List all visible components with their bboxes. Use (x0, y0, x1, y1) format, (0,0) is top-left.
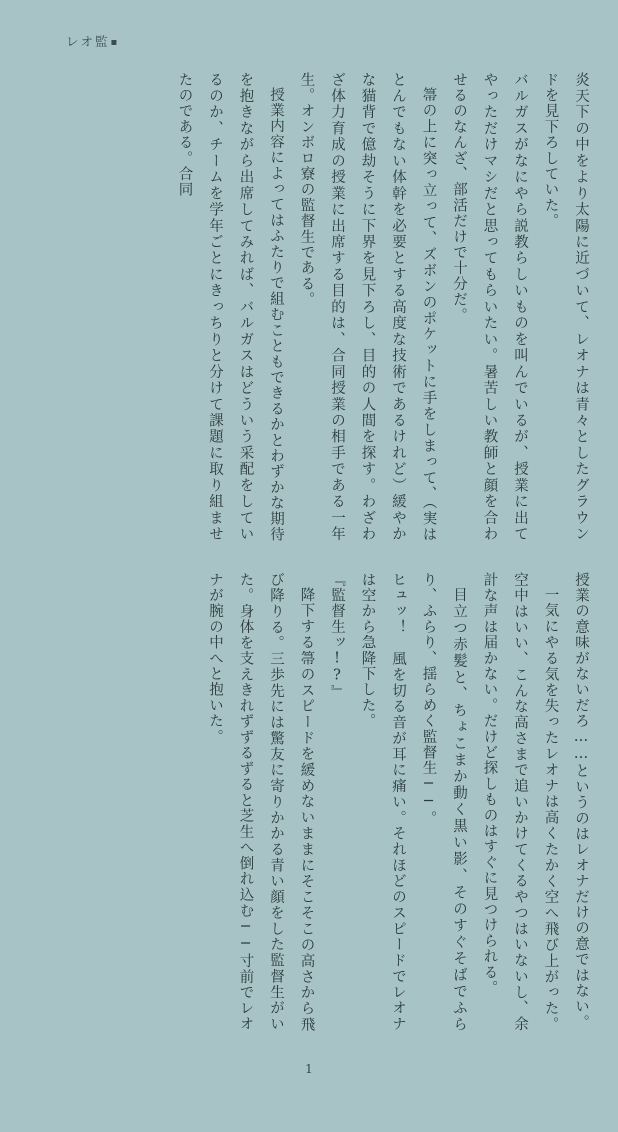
paragraph: 目立つ赤髪と、ちょこまか動く黒い影、そのすぐそばでふらり、ふらり、揺らめく監督生──。 (420, 572, 467, 1032)
paragraph: 箒の上に突っ立って、ズボンのポケットに手をしまって、（実はとんでもない体幹を必要とする高度な技術であるけれど）緩やかな猫背で億劫そうに下界を見下ろし、目的の人間を探す。わざわざ体力育成の授業に出席する目的は、合同授業の相手である一年生。オンボロ寮の監督生である。 (298, 72, 437, 542)
page-header (0, 32, 618, 56)
paragraph: 降下する箒のスピードを緩めないままにそこそこの高さから飛び降りる。三歩先には驚友に寄りかかる青い顔をした監督生がいた。身体を支えきれずずるずると芝生へ倒れ込む──寸前でレオナが腕の中へと抱いた。 (207, 572, 315, 1032)
page-header-label: レオ監 (66, 34, 110, 49)
bullet-mark-icon: ▪ (110, 37, 120, 48)
paragraph: 授業の意味がないだろ……というのはレオナだけの意ではない。 (573, 572, 589, 1031)
paragraph: 炎天下の中をより太陽に近づいて、レオナは青々としたグラウンドを見下ろしていた。 (542, 72, 589, 542)
page-number: 1 (305, 1062, 313, 1076)
paragraph: 一気にやる気を失ったレオナは高くたかく空へ飛び上がった。空中はいい、こんな高さまで追いかけてくるやつはいないし、余計な声は届かない。だけど探しものはすぐに見つけられる。 (481, 572, 559, 1032)
column-left (207, 572, 596, 1032)
paragraph: バルガスがなにやら説教らしいものを叫んでいるが、授業に出てやっただけマシだと思ってもらいたい。暑苦しい教師と顔を合わせるのなんざ、部活だけで十分だ。 (451, 72, 528, 542)
paragraph: 授業内容によってはふたりで組むこともできるかとわずかな期待を抱きながら出席してみれば、バルガスはどういう采配をしているのか、チームを学年ごとにきっちりと分けて課題に取り組ませたのである。合同 (176, 72, 284, 542)
paragraph: ヒュッ！ 風を切る音が耳に痛い。それほどのスピードでレオナは空から急降下した。 (359, 572, 406, 1032)
paragraph-dialogue: 『監督生ッ!?』 (329, 572, 345, 701)
column-right (176, 72, 596, 542)
body-text-area (38, 72, 596, 1032)
